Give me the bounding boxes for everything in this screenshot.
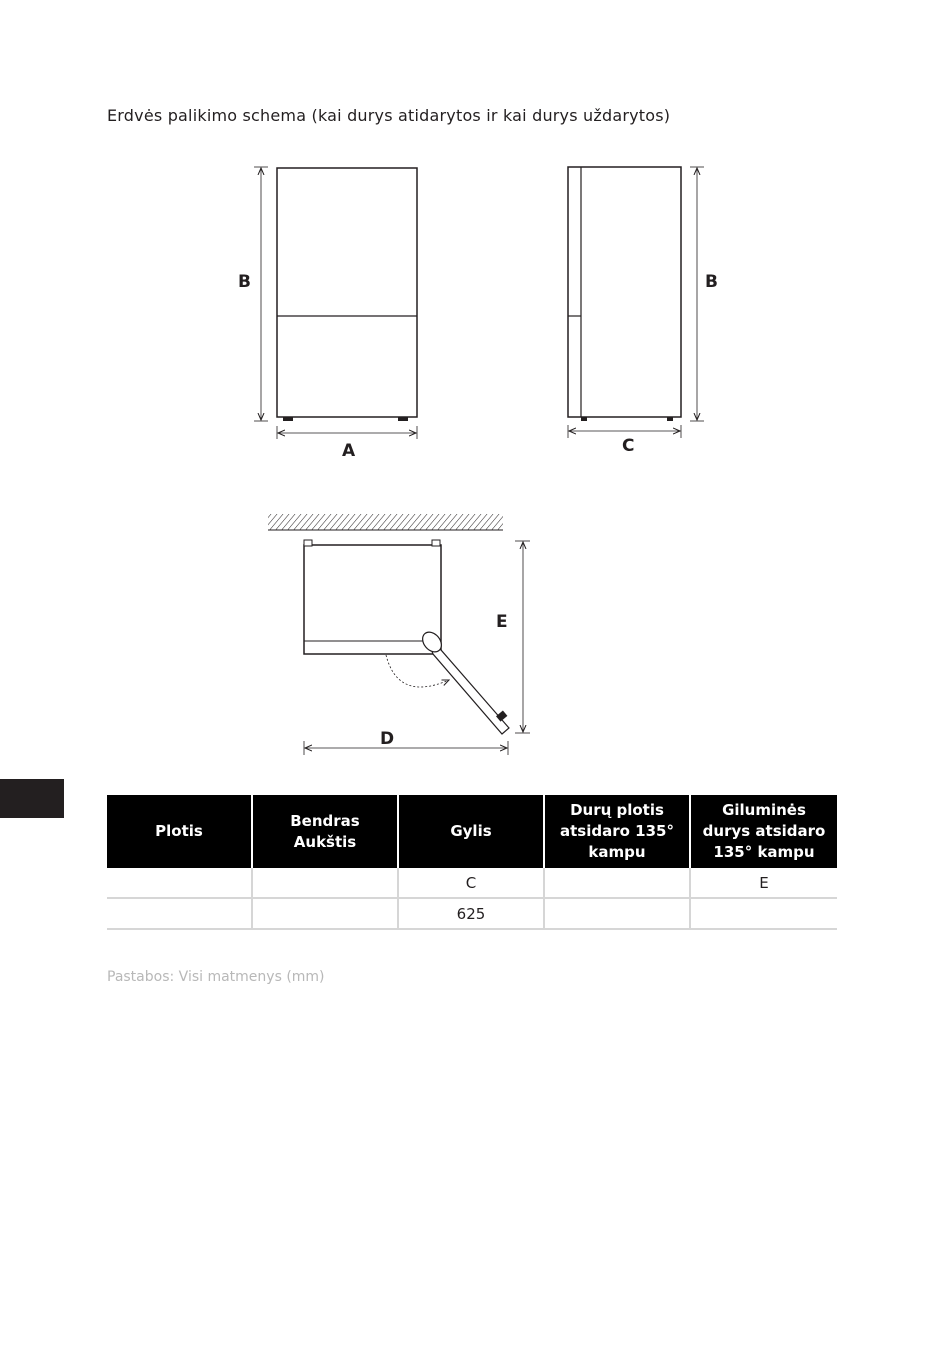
table-cell (545, 899, 691, 930)
top-hinge-left (304, 540, 312, 546)
top-hinge-right (432, 540, 440, 546)
header-depth: Gylis (399, 795, 545, 868)
table-cell: C (399, 868, 545, 899)
table-row (107, 899, 837, 930)
table-cell (253, 899, 399, 930)
dimensions-table (107, 795, 837, 930)
side-depth-label: C (622, 436, 635, 456)
front-view (238, 167, 417, 461)
table-cell (253, 868, 399, 899)
table-cell: 625 (399, 899, 545, 930)
side-view (568, 167, 718, 456)
side-height-label: B (705, 272, 718, 292)
side-foot-right (667, 417, 673, 421)
table-cell (545, 868, 691, 899)
footnote: Pastabos: Visi matmenys (mm) (107, 969, 325, 985)
side-foot-left (581, 417, 587, 421)
header-width: Plotis (107, 795, 253, 868)
front-width-label: A (342, 441, 356, 461)
header-total-height: Bendras Aukštis (253, 795, 399, 868)
wall-hatching (268, 514, 503, 530)
table-cell: E (691, 868, 837, 899)
header-door-width-open: Durų plotis atsidaro 135° kampu (545, 795, 691, 868)
top-depth-label: E (496, 612, 508, 632)
table-cell (107, 868, 253, 899)
top-fridge-body (304, 545, 441, 654)
front-foot-right (398, 417, 408, 421)
open-door (419, 628, 509, 734)
front-height-label: B (238, 272, 251, 292)
top-view (268, 514, 530, 755)
front-foot-left (283, 417, 293, 421)
header-door-depth-open: Giluminės durys atsidaro 135° kampu (691, 795, 837, 868)
front-fridge-body (277, 168, 417, 417)
top-width-label: D (380, 729, 395, 749)
table-row (107, 868, 837, 899)
table-cell (691, 899, 837, 930)
side-fridge-body (568, 167, 681, 417)
table-header-row (107, 795, 837, 868)
page-heading: Erdvės palikimo schema (kai durys atidarytos ir kai durys uždarytos) (107, 106, 671, 125)
table-cell (107, 899, 253, 930)
